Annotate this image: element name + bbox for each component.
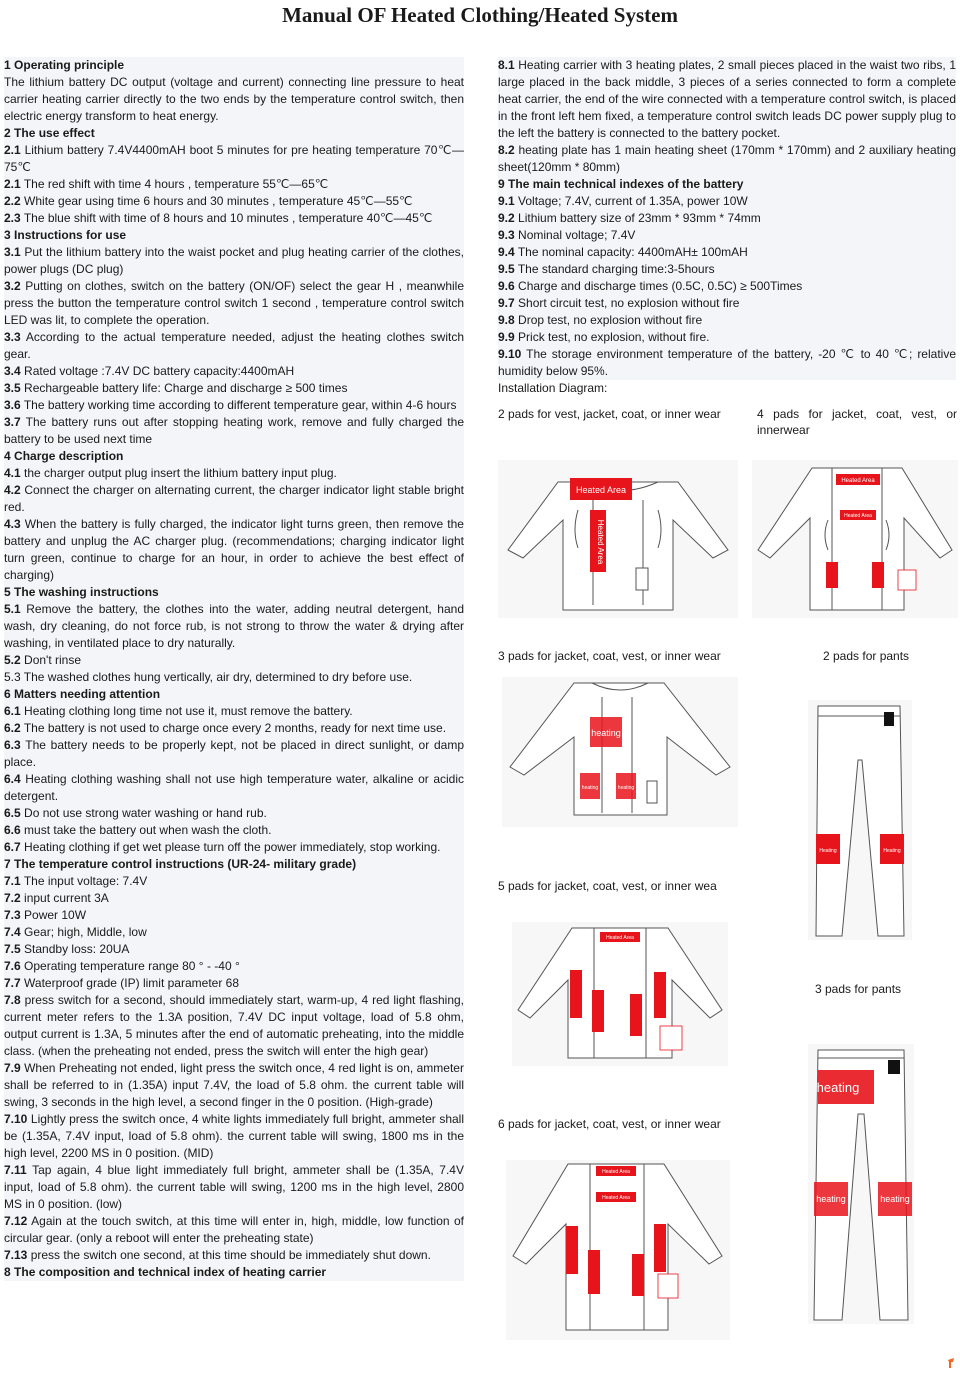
item-text: press switch for a second, should immediately start, warm-up, 4 red light flashing, current meter refers to the 1.3A position, 7.4V DC input voltage, load of 5.8 ohm, output current is 1.3A, 5 minutes after the end of automatic preheating, into the middle class. (when the preheating not ended, press the switch will enter the high gear) xyxy=(4,993,464,1058)
item-text: The battery is not used to charge once every 2 months, ready for next time use. xyxy=(23,721,447,735)
section-heading xyxy=(4,584,464,601)
item-text: Nominal voltage; 7.4V xyxy=(518,228,636,242)
paragraph xyxy=(4,1213,464,1247)
figure-6-pads-jacket xyxy=(506,1160,730,1340)
paragraph xyxy=(4,907,464,924)
figure-4-pads-jacket xyxy=(752,460,958,618)
item-number: 7.4 xyxy=(4,925,21,939)
heating-label: heating xyxy=(816,1080,860,1095)
paragraph xyxy=(498,210,956,227)
item-number: 7 xyxy=(4,857,11,871)
item-number: 3.7 xyxy=(4,415,21,429)
paragraph xyxy=(4,992,464,1060)
item-number: 3.4 xyxy=(4,364,21,378)
heated-area-label: Heated Area xyxy=(575,485,627,495)
item-text: press the switch one second, at this time should be immediately shut down. xyxy=(30,1248,431,1262)
heating-label: Heating xyxy=(819,848,837,854)
item-text: Voltage; 7.4V, current of 1.35A, power 10W xyxy=(518,194,748,208)
paragraph xyxy=(4,822,464,839)
heated-area-label: Heated Area xyxy=(602,1195,630,1201)
paragraph xyxy=(4,737,464,771)
heating-label: heating xyxy=(816,1194,846,1204)
item-text: When Preheating not ended, light press the switch once, 4 red light is on, ammeter shall be referred to in (1.35A) input 7.4V, the load of 5.8 ohm. the current table will swing, 3 seconds in the high level, a second finger in the 0 position. (High-grade) xyxy=(4,1061,464,1109)
item-text: The main technical indexes of the battery xyxy=(508,177,744,191)
paragraph xyxy=(498,227,956,244)
item-text: Operating principle xyxy=(14,58,125,72)
item-text: Remove the battery, the clothes into the water, adding neutral detergent, hand wash, dry cleaning, do not force rub, is not strong to throw the water & drying after washing, in ventilated place to dry naturally. xyxy=(4,602,464,650)
item-text: Charge description xyxy=(14,449,124,463)
item-number: 5 xyxy=(4,585,11,599)
item-text: Prick test, no explosion, without fire. xyxy=(518,330,710,344)
item-number: 9.4 xyxy=(498,245,515,259)
item-number: 4 xyxy=(4,449,11,463)
item-number: 9.7 xyxy=(498,296,515,310)
paragraph xyxy=(4,465,464,482)
item-text: The composition and technical index of heating carrier xyxy=(14,1265,327,1279)
corner-mark-icon xyxy=(946,1356,956,1370)
page-title: Manual OF Heated Clothing/Heated System xyxy=(282,3,678,27)
paragraph xyxy=(4,924,464,941)
item-text: Short circuit test, no explosion without fire xyxy=(518,296,740,310)
paragraph xyxy=(498,193,956,210)
section-heading xyxy=(4,1264,464,1281)
paragraph xyxy=(4,771,464,805)
item-text: Rechargeable battery life: Charge and discharge ≥ 500 times xyxy=(24,381,348,395)
paragraph xyxy=(4,805,464,822)
item-number: 6.5 xyxy=(4,806,21,820)
paragraph xyxy=(4,839,464,856)
paragraph xyxy=(4,958,464,975)
item-text: Drop test, no explosion without fire xyxy=(518,313,703,327)
paragraph xyxy=(4,329,464,363)
item-text: According to the actual temperature needed, adjust the heating clothes switch gear. xyxy=(4,330,465,361)
item-text: The temperature control instructions (UR-24- military grade) xyxy=(14,857,357,871)
paragraph xyxy=(4,244,464,278)
item-text: Operating temperature range 80 ° - -40 ° xyxy=(24,959,240,973)
item-number: 2 xyxy=(4,126,11,140)
item-number: 9.1 xyxy=(498,194,515,208)
paragraph xyxy=(4,176,464,193)
paragraph xyxy=(4,873,464,890)
item-number: 9.8 xyxy=(498,313,515,327)
paragraph xyxy=(4,193,464,210)
item-text: Putting on clothes, switch on the battery (ON/OF) select the gear H , meanwhile press the button the temperature control switch 1 second , temperature control switch LED was lit, to complete the operation. xyxy=(4,279,464,327)
heated-area-label: Heated Area xyxy=(841,478,875,484)
item-text: The storage environment temperature of the battery, -20 ℃ to 40 ℃; relative humidity below 95%. xyxy=(498,347,956,378)
heating-label: heating xyxy=(591,728,621,738)
item-number: 6.1 xyxy=(4,704,21,718)
section-heading xyxy=(4,856,464,873)
item-number: 3.5 xyxy=(4,381,21,395)
item-text: Power 10W xyxy=(24,908,87,922)
figure-3-pads-pants xyxy=(808,1044,914,1324)
item-text: Lithium battery 7.4V4400mAH boot 5 minutes for pre heating temperature 70℃—75℃ xyxy=(4,143,464,174)
heating-label: heating xyxy=(880,1194,910,1204)
heated-area-label: Heated Area xyxy=(844,513,872,519)
item-text: Charge and discharge times (0.5C, 0.5C) ≥ 500Times xyxy=(518,279,803,293)
item-text: Standby loss: 20UA xyxy=(24,942,130,956)
paragraph xyxy=(498,142,956,176)
caption-2-pads-pants: 2 pads for pants xyxy=(823,649,910,663)
item-number: 7.5 xyxy=(4,942,21,956)
item-number: 9.6 xyxy=(498,279,515,293)
section-heading xyxy=(4,686,464,703)
paragraph xyxy=(4,975,464,992)
paragraph xyxy=(498,295,956,312)
item-number: 9.3 xyxy=(498,228,515,242)
item-text: the charger output plug insert the lithium battery input plug. xyxy=(24,466,337,480)
section-heading xyxy=(4,125,464,142)
heated-area-label: Heated Area xyxy=(606,935,634,941)
item-number: 7.6 xyxy=(4,959,21,973)
item-number: 6 xyxy=(4,687,11,701)
paragraph xyxy=(4,703,464,720)
item-number: 3.2 xyxy=(4,279,21,293)
item-text: Lithium battery size of 23mm * 93mm * 74mm xyxy=(518,211,761,225)
paragraph xyxy=(4,1111,464,1162)
paragraph xyxy=(498,57,956,142)
item-text: Tap again, 4 blue light immediately full bright, ammeter shall be (1.35A, 7.4V input, load of 5.8 ohm). the current table will swing, 1200 ms in the high level, 2800 MS in 0 position. (low) xyxy=(4,1163,464,1211)
paragraph xyxy=(4,890,464,907)
item-number: 6.6 xyxy=(4,823,21,837)
item-text: The use effect xyxy=(14,126,95,140)
item-text: heating plate has 1 main heating sheet (170mm * 170mm) and 2 auxiliary heating sheet(120mm * 80mm) xyxy=(498,143,956,174)
item-text: The standard charging time:3-5hours xyxy=(517,262,715,276)
item-number: 3.6 xyxy=(4,398,21,412)
item-number: 6.4 xyxy=(4,772,21,786)
item-text: The battery runs out after stopping heating work, remove and fully charged the battery to be used next time xyxy=(4,415,464,446)
item-number: 7.7 xyxy=(4,976,21,990)
paragraph xyxy=(4,669,464,686)
paragraph xyxy=(4,601,464,652)
paragraph xyxy=(4,142,464,176)
item-number: 8.2 xyxy=(498,143,515,157)
item-number: 7.12 xyxy=(4,1214,28,1228)
paragraph xyxy=(4,414,464,448)
item-text: Don't rinse xyxy=(24,653,82,667)
item-text: Matters needing attention xyxy=(14,687,161,701)
item-number: 4.2 xyxy=(4,483,21,497)
paragraph xyxy=(4,1162,464,1213)
caption-2-pads-vest: 2 pads for vest, jacket, coat, or inner wear xyxy=(498,407,721,421)
item-number: 8.1 xyxy=(498,58,515,72)
item-text: When the battery is fully charged, the indicator light turns green, then remove the battery and unplug the AC charger plug. (recommendations; charging indicator light turn green, continue to charge for an hour, in order to achieve the best effect of charging) xyxy=(4,517,464,582)
paragraph xyxy=(4,941,464,958)
paragraph xyxy=(4,363,464,380)
item-text: Heating clothing long time not use it, must remove the battery. xyxy=(24,704,353,718)
paragraph xyxy=(4,380,464,397)
item-text: The washing instructions xyxy=(14,585,159,599)
item-number: 4.3 xyxy=(4,517,21,531)
item-number: 9 xyxy=(498,177,505,191)
item-text: must take the battery out when wash the cloth. xyxy=(24,823,272,837)
item-text: Connect the charger on alternating current, the charger indicator light stable bright red. xyxy=(4,483,464,514)
right-column xyxy=(498,57,956,397)
caption-3-pads-jacket: 3 pads for jacket, coat, vest, or inner wear xyxy=(498,649,721,663)
item-text: Rated voltage :7.4V DC battery capacity:4400mAH xyxy=(24,364,295,378)
item-text: Waterproof grade (IP) limit parameter 68 xyxy=(24,976,239,990)
paragraph xyxy=(498,278,956,295)
item-text: Heating clothing washing shall not use high temperature water, alkaline or acidic detergent. xyxy=(4,772,465,803)
item-text: White gear using time 6 hours and 30 minutes , temperature 45℃—55℃ xyxy=(24,194,413,208)
item-text: Heating clothing if get wet please turn off the power immediately, stop working. xyxy=(24,840,441,854)
item-number: 7.9 xyxy=(4,1061,21,1075)
figure-2-pads-pants xyxy=(808,700,912,940)
caption-4-pads: 4 pads for jacket, coat, vest, or innerwear xyxy=(757,407,957,437)
heated-area-label: Heated Area xyxy=(596,519,605,565)
item-text: The battery working time according to different temperature gear, within 4-6 hours xyxy=(23,398,457,412)
paragraph xyxy=(4,720,464,737)
item-number: 2.1 xyxy=(4,177,21,191)
item-number: 2.3 xyxy=(4,211,21,225)
caption-3-pads-pants: 3 pads for pants xyxy=(815,982,902,996)
caption-5-pads: 5 pads for jacket, coat, vest, or inner wea xyxy=(498,879,717,893)
item-text: The nominal capacity: 4400mAH± 100mAH xyxy=(517,245,748,259)
section-heading xyxy=(4,448,464,465)
paragraph xyxy=(4,278,464,329)
heating-label: heating xyxy=(617,785,635,791)
item-number: 7.13 xyxy=(4,1248,28,1262)
figure-5-pads-jacket xyxy=(512,922,728,1066)
item-text: input current 3A xyxy=(24,891,109,905)
heating-label: heating xyxy=(581,785,599,791)
item-number: 9.9 xyxy=(498,330,515,344)
section-heading xyxy=(4,57,464,74)
item-number: 7.11 xyxy=(4,1163,27,1177)
paragraph xyxy=(4,516,464,584)
figure-3-pads-jacket xyxy=(502,677,738,827)
item-number: 7.8 xyxy=(4,993,21,1007)
paragraph xyxy=(498,261,956,278)
item-number: 3.3 xyxy=(4,330,21,344)
paragraph xyxy=(4,210,464,227)
paragraph xyxy=(4,482,464,516)
item-number: 9.5 xyxy=(498,262,515,276)
item-number: 7.2 xyxy=(4,891,21,905)
left-column xyxy=(4,57,464,1281)
item-text: Lightly press the switch once, 4 white lights immediately full bright, ammeter shall be (1.35A, 7.4V input, load of 5.8 ohm). the current table will swing, 1800 ms in the high level, 2200 MS in 0 position. (MID) xyxy=(4,1112,464,1160)
item-number: 1 xyxy=(4,58,11,72)
item-text: Again at the touch switch, at this time will enter in, high, middle, low function of circular gear. (only a reboot will enter the preheating state) xyxy=(4,1214,464,1245)
paragraph xyxy=(4,652,464,669)
paragraph xyxy=(498,346,956,380)
paragraph xyxy=(4,74,464,125)
item-text: Gear; high, Middle, low xyxy=(24,925,147,939)
item-number: 7.1 xyxy=(4,874,21,888)
item-text: The lithium battery DC output (voltage and current) connecting line pressure to heat carrier heating carrier directly to the two ends by the temperature control switch, then electric energy transform to heat energy. xyxy=(4,75,464,123)
section-heading xyxy=(4,227,464,244)
figure-2-pads-jacket xyxy=(498,460,738,618)
item-text: Heating carrier with 3 heating plates, 2 small pieces placed in the waist two ribs, 1 large placed in the back middle, 3 pieces of a series connected to form a complete heat carrier, the end of the wire connected with a temperature control switch, is placed in the front left hem fixed, a temperature control switch leads DC power supply plug to the left the battery is connected to the battery pocket. xyxy=(498,58,956,140)
item-number: 8 xyxy=(4,1265,11,1279)
item-number: 7.10 xyxy=(4,1112,28,1126)
item-number: 9.2 xyxy=(498,211,515,225)
item-number: 7.3 xyxy=(4,908,21,922)
item-number: 4.1 xyxy=(4,466,21,480)
item-number: 5.2 xyxy=(4,653,21,667)
item-text: 5.3 The washed clothes hung vertically, air dry, determined to dry before use. xyxy=(4,670,413,684)
item-text: The red shift with time 4 hours , temperature 55℃—65℃ xyxy=(23,177,329,191)
heated-area-label: Heated Area xyxy=(602,1169,630,1175)
item-text: Instructions for use xyxy=(14,228,127,242)
item-number: 3.1 xyxy=(4,245,21,259)
item-number: 5.1 xyxy=(4,602,21,616)
paragraph xyxy=(498,244,956,261)
item-number: 2.1 xyxy=(4,143,21,157)
item-text: Installation Diagram: xyxy=(498,381,608,395)
paragraph xyxy=(498,312,956,329)
paragraph xyxy=(4,1247,464,1264)
paragraph xyxy=(498,329,956,346)
paragraph xyxy=(4,1060,464,1111)
caption-6-pads: 6 pads for jacket, coat, vest, or inner wear xyxy=(498,1117,721,1131)
item-text: The input voltage: 7.4V xyxy=(23,874,148,888)
item-text: The battery needs to be properly kept, not be placed in direct sunlight, or damp place. xyxy=(4,738,464,769)
item-number: 6.7 xyxy=(4,840,21,854)
section-heading xyxy=(498,176,956,193)
item-text: Do not use strong water washing or hand rub. xyxy=(24,806,267,820)
item-number: 6.3 xyxy=(4,738,21,752)
heating-label: Heating xyxy=(883,848,901,854)
item-number: 6.2 xyxy=(4,721,21,735)
item-text: Put the lithium battery into the waist pocket and plug heating carrier of the clothes, power plugs (DC plug) xyxy=(4,245,464,276)
paragraph xyxy=(4,397,464,414)
paragraph xyxy=(498,380,956,397)
item-number: 2.2 xyxy=(4,194,21,208)
item-text: The blue shift with time of 8 hours and 10 minutes , temperature 40℃—45℃ xyxy=(23,211,433,225)
item-number: 9.10 xyxy=(498,347,522,361)
item-number: 3 xyxy=(4,228,11,242)
